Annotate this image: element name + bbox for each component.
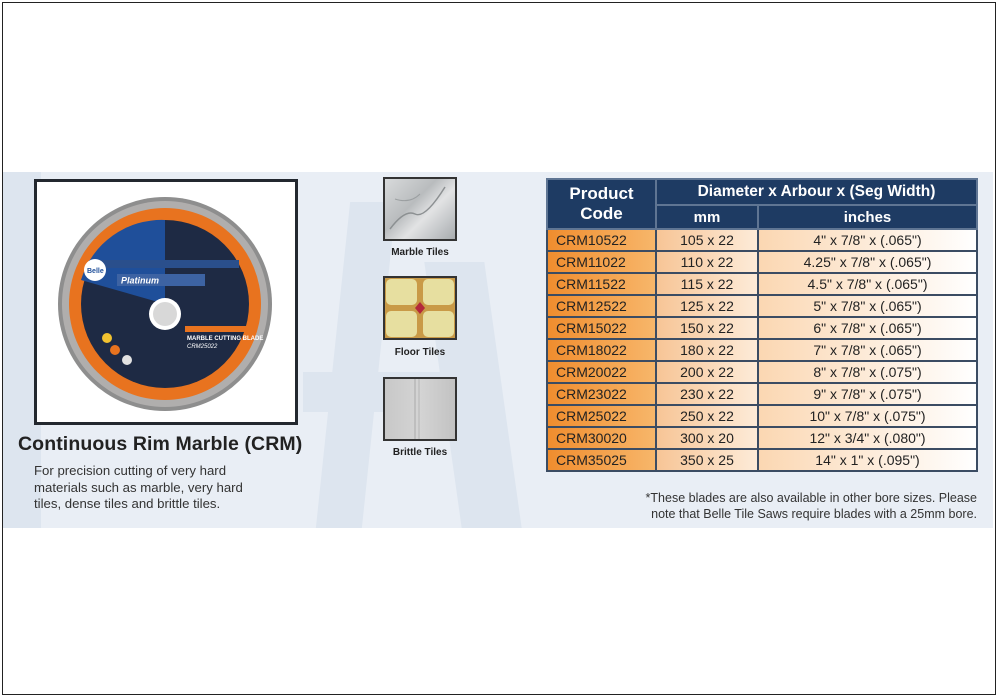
blade-title-text: MARBLE CUTTING BLADE (187, 336, 264, 342)
cell-mm: 105 x 22 (656, 229, 758, 251)
product-description (34, 463, 300, 513)
cell-mm: 180 x 22 (656, 339, 758, 361)
floor-tile-swatch (383, 276, 457, 340)
cell-code: CRM23022 (547, 383, 656, 405)
table-row (547, 229, 977, 251)
cell-code: CRM20022 (547, 361, 656, 383)
cell-inches: 10" x 7/8" x (.075") (758, 405, 977, 427)
cell-inches: 9" x 7/8" x (.075") (758, 383, 977, 405)
cell-mm: 230 x 22 (656, 383, 758, 405)
cell-code: CRM15022 (547, 317, 656, 339)
cell-inches: 4.25" x 7/8" x (.065") (758, 251, 977, 273)
description-line: For precision cutting of very hard (34, 463, 227, 478)
table-row (547, 427, 977, 449)
cell-code: CRM30020 (547, 427, 656, 449)
cell-code: CRM25022 (547, 405, 656, 427)
cell-mm: 115 x 22 (656, 273, 758, 295)
cell-code: CRM11522 (547, 273, 656, 295)
cell-inches: 8" x 7/8" x (.075") (758, 361, 977, 383)
cell-inches: 6" x 7/8" x (.065") (758, 317, 977, 339)
cell-inches: 7" x 7/8" x (.065") (758, 339, 977, 361)
cell-code: CRM11022 (547, 251, 656, 273)
table-row (547, 405, 977, 427)
product-code-header-line1: Product (569, 184, 634, 203)
product-heading: Continuous Rim Marble (CRM) (18, 433, 303, 455)
table-row (547, 383, 977, 405)
cell-mm: 125 x 22 (656, 295, 758, 317)
blade-spec-table (546, 178, 978, 472)
floor-tiles-label: Floor Tiles (394, 347, 446, 358)
cell-code: CRM18022 (547, 339, 656, 361)
footnote-line: *These blades are also available in other bore sizes. Please (645, 491, 977, 505)
blade-code-text: CRM25022 (187, 344, 218, 350)
brittle-tiles-label: Brittle Tiles (392, 447, 448, 458)
cell-mm: 250 x 22 (656, 405, 758, 427)
cell-inches: 12" x 3/4" x (.080") (758, 427, 977, 449)
cell-inches: 4" x 7/8" x (.065") (758, 229, 977, 251)
table-row (547, 317, 977, 339)
cell-inches: 4.5" x 7/8" x (.065") (758, 273, 977, 295)
table-row (547, 273, 977, 295)
diamond-blade-image (45, 190, 287, 414)
blade-photo (34, 179, 298, 425)
table-row (547, 295, 977, 317)
blade-brand-text: Belle (87, 268, 104, 275)
table-row (547, 449, 977, 471)
mm-header: mm (656, 205, 758, 229)
cell-mm: 300 x 20 (656, 427, 758, 449)
cell-mm: 110 x 22 (656, 251, 758, 273)
cell-inches: 5" x 7/8" x (.065") (758, 295, 977, 317)
description-line: tiles, dense tiles and brittle tiles. (34, 496, 221, 511)
marble-tile-swatch (383, 177, 457, 241)
floor-tile-grid-icon (385, 278, 455, 338)
marble-vein-icon (385, 179, 455, 239)
product-code-header (547, 179, 656, 229)
dimensions-header: Diameter x Arbour x (Seg Width) (656, 179, 977, 205)
blade-series-text: Platinum (121, 275, 160, 286)
cell-mm: 150 x 22 (656, 317, 758, 339)
table-row (547, 339, 977, 361)
cell-mm: 350 x 25 (656, 449, 758, 471)
inches-header: inches (758, 205, 977, 229)
table-row (547, 251, 977, 273)
brittle-tile-lines-icon (385, 379, 455, 439)
table-row (547, 361, 977, 383)
product-code-header-line2: Code (580, 204, 623, 223)
cell-code: CRM35025 (547, 449, 656, 471)
description-line: materials such as marble, very hard (34, 479, 243, 495)
footnote-line: note that Belle Tile Saws require blades with a 25mm bore. (651, 507, 977, 521)
cell-code: CRM12522 (547, 295, 656, 317)
brittle-tile-swatch (383, 377, 457, 441)
cell-code: CRM10522 (547, 229, 656, 251)
cell-inches: 14" x 1" x (.095") (758, 449, 977, 471)
marble-tiles-label: Marble Tiles (391, 247, 449, 258)
bore-size-footnote (547, 490, 977, 522)
cell-mm: 200 x 22 (656, 361, 758, 383)
